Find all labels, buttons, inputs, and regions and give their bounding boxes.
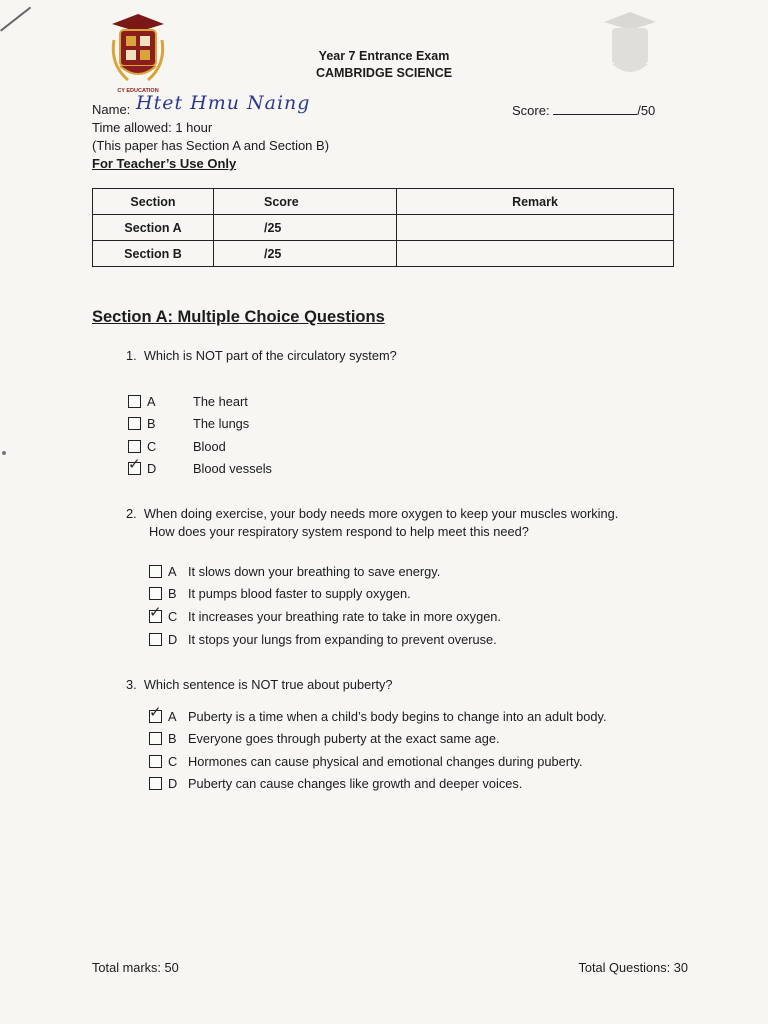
score-total: /50 bbox=[637, 103, 656, 118]
score-blank bbox=[553, 102, 637, 115]
checkbox[interactable] bbox=[149, 755, 162, 768]
corner-pen-mark bbox=[0, 7, 31, 32]
question-text: Which sentence is NOT true about puberty? bbox=[143, 677, 393, 692]
check-mark-icon: ✓ bbox=[149, 703, 162, 721]
teacher-score-table bbox=[92, 188, 674, 267]
option-letter: D bbox=[168, 775, 178, 791]
checkbox[interactable] bbox=[128, 395, 141, 408]
checkbox[interactable] bbox=[128, 417, 141, 430]
question-text: Which is NOT part of the circulatory system? bbox=[143, 348, 397, 363]
option-letter: C bbox=[168, 608, 178, 624]
score-field bbox=[512, 102, 655, 118]
option-letter: B bbox=[168, 730, 177, 746]
score-cell bbox=[214, 241, 397, 267]
col-header-remark: Remark bbox=[397, 189, 674, 215]
option-text: The lungs bbox=[193, 415, 250, 431]
col-header-section: Section bbox=[93, 189, 214, 215]
exam-title: Year 7 Entrance Exam bbox=[318, 49, 450, 63]
option-row[interactable] bbox=[149, 603, 501, 626]
question-2 bbox=[126, 505, 618, 523]
checkbox[interactable] bbox=[149, 777, 162, 790]
option-letter: C bbox=[147, 438, 157, 454]
checkbox[interactable] bbox=[149, 565, 162, 578]
option-letter: A bbox=[168, 563, 177, 579]
option-row[interactable] bbox=[149, 629, 497, 649]
score-value: /25 bbox=[264, 246, 282, 261]
option-text: It increases your breathing rate to take in more oxygen. bbox=[188, 608, 501, 624]
section-cell: Section A bbox=[93, 215, 214, 241]
question-text-line-2: How does your respiratory system respond to help meet this need? bbox=[149, 524, 529, 539]
question-text: When doing exercise, your body needs more oxygen to keep your muscles working. bbox=[143, 506, 619, 521]
col-header-score: Score bbox=[214, 189, 397, 215]
student-name-handwritten: Htet Hmu Naing bbox=[136, 92, 311, 114]
score-value: /25 bbox=[264, 220, 282, 235]
score-cell bbox=[214, 215, 397, 241]
teacher-table-header bbox=[93, 189, 674, 215]
question-number: 2. bbox=[126, 506, 137, 521]
remark-cell bbox=[397, 215, 674, 241]
option-text: Blood vessels bbox=[193, 460, 272, 476]
teacher-use-heading: For Teacher’s Use Only bbox=[92, 156, 237, 171]
table-row bbox=[93, 215, 674, 241]
total-questions: Total Questions: 30 bbox=[578, 960, 688, 975]
table-row bbox=[93, 241, 674, 267]
option-row[interactable] bbox=[128, 436, 226, 456]
option-text: Puberty is a time when a child’s body begins to change into an adult body. bbox=[188, 708, 607, 724]
option-text: The heart bbox=[193, 393, 248, 409]
checkbox-checked[interactable] bbox=[149, 603, 162, 623]
check-mark-icon: ✓ bbox=[128, 455, 141, 473]
section-cell: Section B bbox=[93, 241, 214, 267]
option-letter: D bbox=[168, 631, 178, 647]
option-row[interactable] bbox=[149, 703, 607, 726]
option-letter: A bbox=[147, 393, 156, 409]
time-allowed: Time allowed: 1 hour bbox=[92, 120, 213, 135]
option-text: Hormones can cause physical and emotional changes during puberty. bbox=[188, 753, 583, 769]
question-number: 3. bbox=[126, 677, 137, 692]
checkbox-checked[interactable] bbox=[149, 703, 162, 723]
option-text: Everyone goes through puberty at the exact same age. bbox=[188, 730, 500, 746]
total-marks: Total marks: 50 bbox=[92, 960, 179, 975]
remark-cell bbox=[397, 241, 674, 267]
checkbox[interactable] bbox=[149, 587, 162, 600]
option-row[interactable] bbox=[149, 561, 440, 581]
option-letter: B bbox=[168, 585, 177, 601]
option-text: Puberty can cause changes like growth and deeper voices. bbox=[188, 775, 523, 791]
score-label: Score: bbox=[512, 103, 550, 118]
question-number: 1. bbox=[126, 348, 137, 363]
option-row[interactable] bbox=[149, 773, 522, 793]
exam-subject: CAMBRIDGE SCIENCE bbox=[315, 66, 453, 80]
logo-text: CY EDUCATION bbox=[117, 88, 159, 94]
option-text: It pumps blood faster to supply oxygen. bbox=[188, 585, 411, 601]
checkbox[interactable] bbox=[149, 633, 162, 646]
option-row[interactable] bbox=[128, 391, 248, 411]
question-3 bbox=[126, 676, 393, 694]
option-letter: D bbox=[147, 460, 157, 476]
option-row[interactable] bbox=[149, 751, 583, 771]
paper-note: (This paper has Section A and Section B) bbox=[92, 138, 330, 153]
option-text: Blood bbox=[193, 438, 226, 454]
option-text: It stops your lungs from expanding to prevent overuse. bbox=[188, 631, 497, 647]
question-1 bbox=[126, 347, 397, 365]
section-a-title: Section A: Multiple Choice Questions bbox=[92, 308, 385, 326]
option-letter: C bbox=[168, 753, 178, 769]
option-row[interactable] bbox=[128, 455, 272, 478]
checkbox-checked[interactable] bbox=[128, 455, 141, 475]
checkbox[interactable] bbox=[149, 732, 162, 745]
check-mark-icon: ✓ bbox=[149, 603, 162, 621]
option-row[interactable] bbox=[149, 728, 500, 748]
name-label: Name: bbox=[92, 102, 131, 117]
option-text: It slows down your breathing to save energy. bbox=[188, 563, 441, 579]
option-row[interactable] bbox=[128, 413, 249, 433]
option-row[interactable] bbox=[149, 583, 411, 603]
option-letter: B bbox=[147, 415, 156, 431]
margin-dot bbox=[2, 451, 6, 455]
option-letter: A bbox=[168, 708, 177, 724]
checkbox[interactable] bbox=[128, 440, 141, 453]
